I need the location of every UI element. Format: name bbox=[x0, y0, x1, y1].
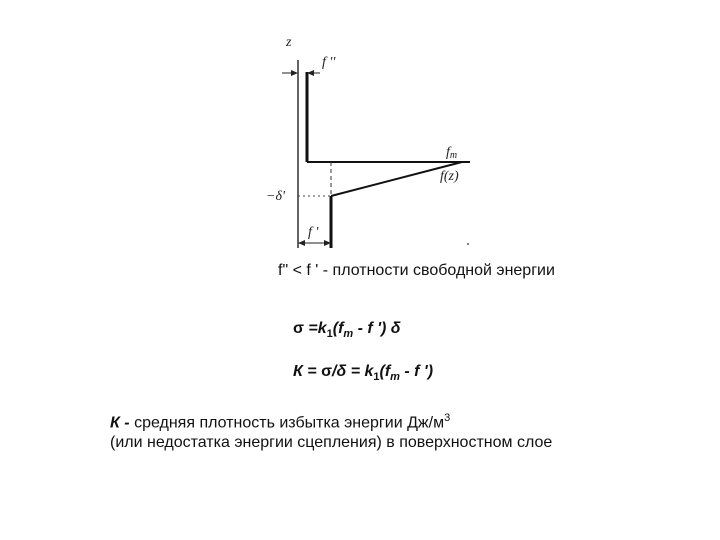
formula1-sub-m: m bbox=[343, 328, 354, 341]
energy-density-diagram bbox=[0, 0, 720, 260]
formula1-sub1: 1 bbox=[326, 328, 333, 341]
f-double-prime-arrowhead-left bbox=[291, 70, 298, 76]
formula2-part2: /δ = k bbox=[332, 363, 374, 380]
formula-k bbox=[293, 363, 433, 383]
fm-label-sub: m bbox=[449, 150, 458, 161]
definition-text1: средняя плотность избытка энергии Дж/м bbox=[134, 414, 445, 432]
formula2-part4: - f ') bbox=[399, 363, 434, 380]
formula1-part3: - f ') δ bbox=[353, 320, 401, 337]
fm-label bbox=[446, 145, 457, 161]
stray-dot bbox=[467, 243, 469, 245]
definition-line1 bbox=[110, 412, 450, 432]
formula2-part1: К = bbox=[293, 363, 322, 380]
definition-sup: 3 bbox=[444, 412, 451, 424]
definition-symbol: К - bbox=[110, 414, 135, 432]
formula2-sub1: 1 bbox=[373, 371, 380, 384]
formula2-sub-m: m bbox=[390, 371, 400, 384]
fm-label-main: f bbox=[446, 145, 450, 160]
f-double-prime-label: f '' bbox=[322, 55, 336, 70]
formula1-part1: =k bbox=[303, 320, 327, 337]
f-prime-label: f ' bbox=[308, 225, 319, 240]
formula1-sigma: σ bbox=[293, 320, 304, 337]
fz-label: f(z) bbox=[440, 169, 459, 184]
line1-text: f" < f ' - плотности свободной энергии bbox=[278, 262, 555, 279]
formula2-part3: (f bbox=[379, 363, 391, 380]
definition-line2 bbox=[110, 434, 552, 452]
definition-text2: (или недостатка энергии сцепления) в поверхностном слое bbox=[110, 434, 553, 451]
formula-sigma bbox=[293, 320, 401, 340]
formula1-part2: (f bbox=[332, 320, 344, 337]
z-axis-label: z bbox=[286, 35, 292, 50]
minus-delta-label: −δ' bbox=[266, 189, 285, 204]
line-free-energy bbox=[278, 262, 555, 280]
f-prime-arrowhead-left bbox=[298, 240, 305, 246]
formula2-sigma: σ bbox=[321, 363, 333, 380]
